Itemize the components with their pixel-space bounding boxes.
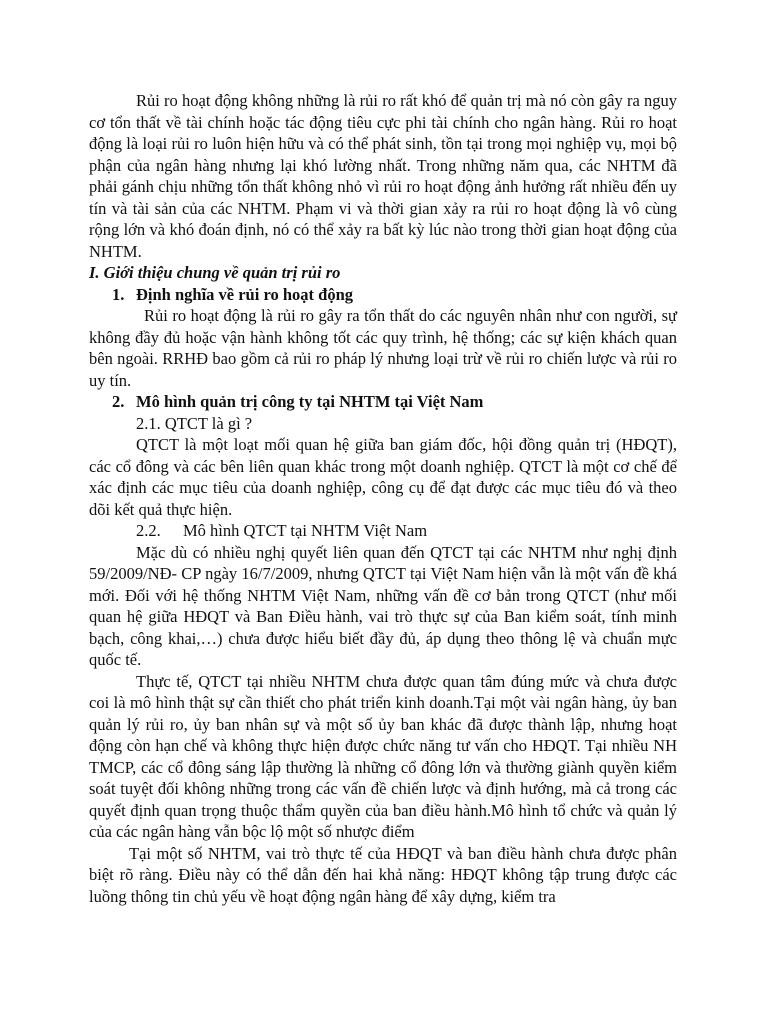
subsection-2-2-paragraph-3: Tại một số NHTM, vai trò thực tế của HĐQT và ban điều hành chưa được phân biệt rõ ràng. Điều này có thể dẫn đến hai khả năng: HĐQT không tập trung được các luồng thông tin chủ yếu về hoạt động ngân hàng để xây dựng, kiểm tra [89,843,677,906]
subsection-2-2-number: 2.2. [136,521,161,540]
subsection-2-2-paragraph-2: Thực tế, QTCT tại nhiều NHTM chưa được quan tâm đúng mức và chưa được coi là mô hình thật sự cần thiết cho phát triển kinh doanh.Tại một vài ngân hàng, ủy ban quản lý rủi ro, ủy ban nhân sự và một số ủy ban khác đã được thành lập, nhưng hoạt động còn hạn chế và không thực hiện được chức năng tư vấn cho HĐQT. Tại nhiều NH TMCP, các cổ đông sáng lập thường là những cổ đông lớn và thường giành quyền kiểm soát tuyệt đối không những trong các vấn đề chiến lược và định hướng, mà cả trong các quyết định quan trọng thuộc thẩm quyền của ban điều hành.Mô hình tổ chức và quản lý của các ngân hàng vẫn bộc lộ một số nhược điểm [89,671,677,841]
item1-heading: Định nghĩa về rủi ro hoạt động [136,284,353,304]
item1-heading-line [89,284,677,306]
subsection-2-2-paragraph-1: Mặc dù có nhiều nghị quyết liên quan đến QTCT tại các NHTM như nghị định 59/2009/NĐ- CP ngày 16/7/2009, nhưng QTCT tại Việt Nam hiện vẫn là một vấn đề khá mới. Đối với hệ thống NHTM Việt Nam, những vấn đề cơ bản trong QTCT (như mối quan hệ giữa HĐQT và Ban Điều hành, vai trò thực sự của Ban kiểm soát, tính minh bạch, công khai,…) chưa được hiểu biết đầy đủ, áp dụng theo thông lệ và chuẩn mực quốc tế. [89,542,677,669]
item1-number: 1. [112,284,125,304]
subsection-2-1-paragraph: QTCT là một loạt mối quan hệ giữa ban giám đốc, hội đồng quản trị (HĐQT), các cổ đông và các bên liên quan khác trong một doanh nghiệp. QTCT là một cơ chế để xác định các mục tiêu của doanh nghiệp, công cụ để đạt được các mục tiêu đó và theo dõi kết quả thực hiện. [89,435,677,519]
subsection-2-2-heading-line [89,520,677,542]
subsection-2-2-heading: Mô hình QTCT tại NHTM Việt Nam [183,521,428,540]
subsection-2-1-heading: 2.1. QTCT là gì ? [136,413,253,433]
intro-paragraph: Rủi ro hoạt động không những là rủi ro rất khó để quản trị mà nó còn gây ra nguy cơ tổn thất về tài chính hoặc tác động tiêu cực phi tài chính cho ngân hàng. Rủi ro hoạt động là loại rủi ro luôn hiện hữu và có thể phát sinh, tồn tại trong mọi nghiệp vụ, mọi bộ phận của ngân hàng nhưng lại khó lường nhất. Trong những năm qua, các NHTM đã phải gánh chịu những tổn thất không nhỏ vì rủi ro hoạt động ảnh hưởng rất nhiều đến uy tín và tài sản của các NHTM. Phạm vi và thời gian xảy ra rủi ro hoạt động là vô cùng rộng lớn và khó đoán định, nó có thể xảy ra bất kỳ lúc nào trong thời gian hoạt động của NHTM. [89,91,677,261]
item2-heading: Mô hình quản trị công ty tại NHTM tại Việt Nam [136,392,484,411]
item2-number: 2. [112,392,125,411]
document-page [89,90,677,907]
section-heading: I. Giới thiệu chung về quản trị rủi ro [89,263,341,282]
item1-paragraph: Rủi ro hoạt động là rủi ro gây ra tổn thất do các nguyên nhân như con người, sự không đầy đủ hoặc vận hành không tốt các quy trình, hệ thống; các sự kiện khách quan bên ngoài. RRHĐ bao gồm cả rủi ro pháp lý nhưng loại trừ về rủi ro chiến lược và rủi ro uy tín. [89,306,677,390]
item2-heading-line [89,391,677,413]
